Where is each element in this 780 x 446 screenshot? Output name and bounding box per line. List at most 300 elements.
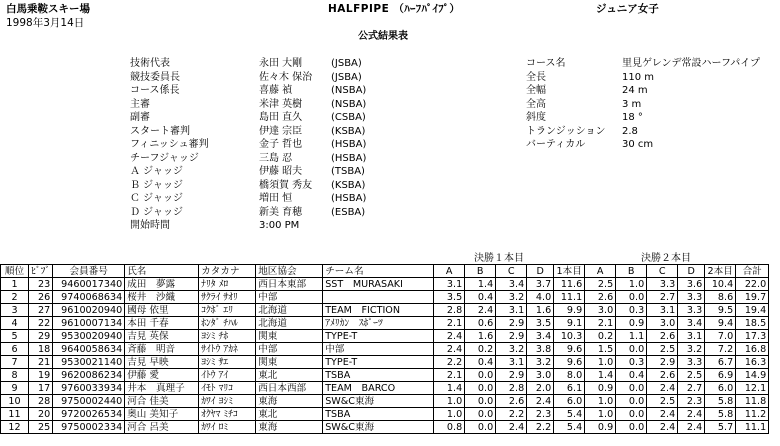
table-cell: 23 [29, 278, 53, 291]
table-cell: 5.4 [554, 421, 585, 434]
table-cell: 0.0 [465, 369, 496, 382]
course-value: 24 m [622, 85, 648, 96]
official-name: 新美 育穂 [259, 206, 303, 218]
table-cell: 19.4 [736, 304, 769, 317]
table-cell: 4 [1, 317, 29, 330]
table-cell: TSBA [323, 369, 434, 382]
official-name: 佐々木 保治 [259, 71, 313, 83]
table-cell: 0.0 [616, 408, 647, 421]
table-cell: 9.1 [554, 317, 585, 330]
table-row [1, 291, 769, 304]
table-cell: 0.0 [465, 421, 496, 434]
official-role: Ｂ ジャッジ [130, 179, 183, 191]
course-label: バーティカル [526, 139, 586, 150]
course-label: コース名 [526, 58, 566, 69]
official-name: 喜藤 禎 [259, 85, 293, 96]
column-header: 地区協会 [256, 265, 323, 278]
table-cell: 11.8 [736, 395, 769, 408]
table-cell: 11.2 [736, 408, 769, 421]
table-cell: 0.8 [434, 421, 465, 434]
table-cell: 2.6 [647, 369, 678, 382]
category-title: ジュニア女子 [596, 3, 659, 15]
table-cell: 1 [1, 278, 29, 291]
official-role: 副審 [130, 112, 150, 123]
table-cell: 3.4 [527, 330, 554, 343]
table-cell: 成田 夢露 [125, 278, 199, 291]
table-cell: 2.9 [496, 369, 527, 382]
table-cell: 河合 呂美 [125, 421, 199, 434]
table-cell: 2.6 [585, 291, 616, 304]
table-cell: 9 [1, 382, 29, 395]
table-cell: TSBA [323, 408, 434, 421]
table-cell: 2.8 [496, 382, 527, 395]
results-table [0, 264, 769, 434]
table-cell: 3.7 [527, 278, 554, 291]
table-cell: SST MURASAKI [323, 278, 434, 291]
table-cell: 1.6 [527, 304, 554, 317]
table-cell: 3.3 [678, 356, 705, 369]
course-value: 18 ° [622, 112, 643, 123]
official-name: 島田 直久 [259, 112, 303, 123]
table-cell: 9740068634 [53, 291, 125, 304]
table-cell: 1.1 [616, 330, 647, 343]
table-cell: 9.6 [554, 356, 585, 369]
table-row [1, 369, 769, 382]
course-value: 3 m [622, 98, 642, 110]
table-cell: ﾖｼﾐ ﾁﾎ [199, 330, 256, 343]
table-cell: 0.9 [585, 421, 616, 434]
table-cell: 0.0 [616, 395, 647, 408]
column-header: カタカナ [199, 265, 256, 278]
table-cell: 2.1 [585, 317, 616, 330]
table-cell: ﾖｼﾐ ｻｴ [199, 356, 256, 369]
table-cell: 3.1 [647, 304, 678, 317]
table-cell: 3.4 [496, 278, 527, 291]
official-role: 競技委員長 [130, 71, 180, 83]
table-cell: 1.6 [465, 330, 496, 343]
table-cell: 2.0 [527, 382, 554, 395]
table-cell: 2.5 [585, 278, 616, 291]
event-title: HALFPIPE （ﾊｰﾌﾊﾟｲﾌﾟ） [328, 3, 461, 15]
column-header: D [527, 265, 554, 278]
table-cell: 9620086234 [53, 369, 125, 382]
column-header: ﾋﾞﾌﾞ [29, 265, 53, 278]
table-cell: 9530020940 [53, 330, 125, 343]
official-role: スタート審判 [130, 125, 190, 137]
table-cell: 3.0 [585, 304, 616, 317]
table-cell: 0.3 [616, 356, 647, 369]
table-cell: 0.3 [616, 304, 647, 317]
table-cell: 1.0 [585, 356, 616, 369]
table-cell: 西日本東部 [256, 278, 323, 291]
table-cell: 0.0 [465, 395, 496, 408]
table-cell: 奥山 美知子 [125, 408, 199, 421]
table-cell: 3.5 [434, 291, 465, 304]
course-label: 全高 [526, 98, 546, 110]
table-cell: 2.3 [678, 395, 705, 408]
official-assoc: (JSBA) [331, 58, 362, 69]
table-cell: 5.8 [705, 408, 736, 421]
table-cell: 9760033934 [53, 382, 125, 395]
table-cell: 関東 [256, 356, 323, 369]
column-header: A [434, 265, 465, 278]
column-header: B [616, 265, 647, 278]
table-cell: 2.4 [647, 382, 678, 395]
table-cell: 斉藤 明音 [125, 343, 199, 356]
table-cell: 2.8 [434, 304, 465, 317]
table-cell: 9.5 [705, 304, 736, 317]
official-role: チーフジャッジ [130, 152, 199, 164]
table-cell: 7.0 [705, 330, 736, 343]
table-cell: 東北 [256, 369, 323, 382]
table-cell: 2.4 [496, 421, 527, 434]
table-cell: ｵｸﾔﾏ ﾐﾁｺ [199, 408, 256, 421]
venue-name: 白馬乗鞍スキー場 [6, 3, 90, 15]
table-cell: 16.8 [736, 343, 769, 356]
column-header: C [647, 265, 678, 278]
official-role: 技術代表 [130, 58, 170, 69]
table-cell: ｱﾒﾘｶﾝ ｽﾎﾟｰﾂ [323, 317, 434, 330]
official-assoc: (KSBA) [331, 179, 366, 191]
table-cell: ｲﾄｳ ｱｲ [199, 369, 256, 382]
table-cell: 5 [1, 330, 29, 343]
table-cell: 0.0 [465, 408, 496, 421]
table-cell: 2.4 [527, 395, 554, 408]
official-name: 橋須賀 秀友 [259, 179, 313, 191]
table-row [1, 408, 769, 421]
table-cell: 6.9 [705, 369, 736, 382]
table-cell: 8 [1, 369, 29, 382]
official-assoc: (HSBA) [331, 139, 367, 150]
table-cell: 中部 [323, 343, 434, 356]
table-cell: ｺｸﾎﾞ ｴﾘ [199, 304, 256, 317]
table-cell: 吉見 英保 [125, 330, 199, 343]
official-assoc: (TSBA) [331, 166, 365, 177]
table-cell: 3.4 [678, 317, 705, 330]
official-name: 米津 英樹 [259, 98, 303, 110]
table-cell: 7 [1, 356, 29, 369]
table-cell: 2.7 [678, 382, 705, 395]
results-subtitle: 公式結果表 [358, 31, 408, 42]
table-cell: 2.4 [434, 330, 465, 343]
table-cell: 2.4 [678, 408, 705, 421]
table-cell [323, 291, 434, 304]
table-cell: 2 [1, 291, 29, 304]
table-cell: 12.1 [736, 382, 769, 395]
official-assoc: (HSBA) [331, 152, 367, 164]
table-cell: TYPE-T [323, 330, 434, 343]
table-cell: 3 [1, 304, 29, 317]
table-row [1, 330, 769, 343]
course-label: トランジッション [526, 125, 606, 137]
table-cell: 0.2 [465, 343, 496, 356]
table-cell: 2.6 [496, 395, 527, 408]
table-cell: 3.2 [496, 291, 527, 304]
official-assoc: (HSBA) [331, 193, 367, 204]
course-label: 全長 [526, 71, 546, 83]
official-assoc: (NSBA) [331, 98, 367, 110]
table-cell: 0.0 [616, 382, 647, 395]
table-cell: 吉見 早映 [125, 356, 199, 369]
official-name: 増田 恒 [259, 193, 293, 204]
table-row [1, 395, 769, 408]
official-role: フィニッシュ審判 [130, 139, 209, 150]
table-cell: 0.9 [616, 317, 647, 330]
table-cell: 2.5 [647, 395, 678, 408]
table-cell: 中部 [256, 291, 323, 304]
table-cell: 9610007134 [53, 317, 125, 330]
table-cell: 東北 [256, 408, 323, 421]
column-header: D [678, 265, 705, 278]
table-cell: 2.5 [678, 369, 705, 382]
official-name: 伊達 宗臣 [259, 125, 303, 137]
table-cell: 2.4 [647, 408, 678, 421]
table-cell: 東海 [256, 395, 323, 408]
table-cell: 1.4 [585, 369, 616, 382]
table-cell: 6.0 [705, 382, 736, 395]
table-cell: 8.6 [705, 291, 736, 304]
table-cell: 9530021140 [53, 356, 125, 369]
official-name: 3:00 PM [259, 220, 300, 231]
table-cell: 11.6 [554, 278, 585, 291]
table-cell: 17.3 [736, 330, 769, 343]
course-label: 斜度 [526, 112, 546, 123]
table-cell: 北海道 [256, 317, 323, 330]
table-cell: 29 [29, 330, 53, 343]
official-role: コース係長 [130, 85, 180, 96]
table-cell: 0.0 [616, 291, 647, 304]
table-cell: 7.2 [705, 343, 736, 356]
table-cell: 2.1 [434, 369, 465, 382]
course-value: 里見ゲレンデ常設ハーフパイプ [622, 58, 760, 69]
official-name: 伊藤 昭夫 [259, 166, 303, 177]
table-cell: 20 [29, 408, 53, 421]
table-cell: 26 [29, 291, 53, 304]
table-cell: 9640058634 [53, 343, 125, 356]
table-row [1, 421, 769, 434]
column-header: 合計 [736, 265, 769, 278]
table-cell: 6 [1, 343, 29, 356]
table-cell: 1.4 [434, 382, 465, 395]
table-cell: 関東 [256, 330, 323, 343]
table-cell: ｶﾜｲ ﾛﾐ [199, 421, 256, 434]
official-name: 金子 哲也 [259, 139, 303, 150]
table-cell: ｲﾓﾄ ﾏﾘｺ [199, 382, 256, 395]
table-cell: 0.0 [616, 343, 647, 356]
table-cell: 3.6 [678, 278, 705, 291]
table-cell: 5.4 [554, 408, 585, 421]
table-cell: 3.5 [527, 317, 554, 330]
table-cell: 6.0 [554, 395, 585, 408]
table-cell: 28 [29, 395, 53, 408]
table-cell: 2.4 [678, 421, 705, 434]
table-cell: 10.4 [705, 278, 736, 291]
table-cell: 西日本西部 [256, 382, 323, 395]
table-cell: 9460017340 [53, 278, 125, 291]
table-cell: 0.4 [465, 291, 496, 304]
table-cell: 0.9 [585, 382, 616, 395]
official-assoc: (ESBA) [331, 206, 366, 218]
official-role: 主審 [130, 98, 150, 110]
table-cell: 3.0 [527, 369, 554, 382]
table-cell: 9.6 [554, 343, 585, 356]
table-cell: 3.3 [678, 291, 705, 304]
table-cell: 0.6 [465, 317, 496, 330]
table-cell: SW&C東海 [323, 395, 434, 408]
official-assoc: (KSBA) [331, 125, 366, 137]
table-cell: 2.7 [647, 291, 678, 304]
table-cell: ﾎﾝﾀﾞ ﾁﾊﾙ [199, 317, 256, 330]
table-cell: 3.1 [496, 304, 527, 317]
run2-header: 決勝２本目 [641, 253, 691, 264]
table-cell: 2.9 [496, 317, 527, 330]
table-cell: 25 [29, 421, 53, 434]
column-header: 氏名 [125, 265, 199, 278]
table-header-row [1, 265, 769, 278]
table-cell: 10.3 [554, 330, 585, 343]
table-cell: 0.0 [465, 382, 496, 395]
table-cell: 2.5 [647, 343, 678, 356]
official-name: 三島 忍 [259, 152, 293, 164]
column-header: C [496, 265, 527, 278]
table-cell: 16.3 [736, 356, 769, 369]
official-assoc: (NSBA) [331, 85, 367, 96]
table-cell: 11 [1, 408, 29, 421]
table-cell: 2.4 [465, 304, 496, 317]
table-cell: 5.7 [705, 421, 736, 434]
official-role: Ｃ ジャッジ [130, 193, 183, 204]
table-cell: 6.1 [554, 382, 585, 395]
table-cell: 6.7 [705, 356, 736, 369]
table-cell: 12 [1, 421, 29, 434]
table-cell: 3.3 [647, 278, 678, 291]
table-cell: 1.0 [434, 395, 465, 408]
table-cell: 3.0 [647, 317, 678, 330]
table-cell: TEAM BARCO [323, 382, 434, 395]
table-cell: 2.9 [647, 356, 678, 369]
official-role: 開始時間 [130, 220, 170, 231]
table-cell: 1.0 [585, 408, 616, 421]
table-cell: 5.8 [705, 395, 736, 408]
table-cell: 11.1 [554, 291, 585, 304]
table-row [1, 278, 769, 291]
table-cell: 1.0 [616, 278, 647, 291]
table-cell: 1.0 [585, 395, 616, 408]
table-cell: 9610020940 [53, 304, 125, 317]
table-cell: 17 [29, 382, 53, 395]
table-cell: 2.4 [434, 343, 465, 356]
column-header: 2本目 [705, 265, 736, 278]
course-value: 2.8 [622, 125, 638, 137]
official-role: Ｄ ジャッジ [130, 206, 183, 218]
table-cell: 2.2 [527, 421, 554, 434]
official-assoc: (CSBA) [331, 112, 366, 123]
table-cell: 河合 佳美 [125, 395, 199, 408]
table-cell: 8.0 [554, 369, 585, 382]
table-cell: 3.2 [678, 343, 705, 356]
table-cell: 0.0 [616, 421, 647, 434]
table-cell: SW&C東海 [323, 421, 434, 434]
course-label: 全幅 [526, 85, 546, 96]
run1-header: 決勝１本目 [474, 253, 524, 264]
table-cell: 2.2 [496, 408, 527, 421]
table-cell: 18.5 [736, 317, 769, 330]
table-cell: 東海 [256, 421, 323, 434]
table-cell: 9.9 [554, 304, 585, 317]
table-cell: 3.2 [496, 343, 527, 356]
table-cell: 1.0 [434, 408, 465, 421]
table-cell: 3.8 [527, 343, 554, 356]
table-cell: 22.0 [736, 278, 769, 291]
table-cell: 27 [29, 304, 53, 317]
table-row [1, 317, 769, 330]
table-cell: ｶﾜｲ ﾖｼﾐ [199, 395, 256, 408]
table-cell: 21 [29, 356, 53, 369]
table-cell: 3.1 [434, 278, 465, 291]
column-header: 会員番号 [53, 265, 125, 278]
table-cell: 9.4 [705, 317, 736, 330]
column-header: 順位 [1, 265, 29, 278]
table-cell: 2.9 [496, 330, 527, 343]
table-cell: 0.2 [585, 330, 616, 343]
table-cell: 國母 依里 [125, 304, 199, 317]
table-cell: 3.1 [496, 356, 527, 369]
table-cell: 9720026534 [53, 408, 125, 421]
table-cell: 19.7 [736, 291, 769, 304]
table-cell: ｻｲﾄｳ ｱｶﾈ [199, 343, 256, 356]
table-cell: TYPE-T [323, 356, 434, 369]
table-row [1, 304, 769, 317]
event-date: 1998年3月14日 [6, 17, 85, 29]
table-cell: 11.1 [736, 421, 769, 434]
table-cell: 2.3 [527, 408, 554, 421]
table-cell: 0.4 [616, 369, 647, 382]
table-cell: 9750002440 [53, 395, 125, 408]
table-cell: 0.4 [465, 356, 496, 369]
table-cell: 3.1 [678, 330, 705, 343]
official-name: 永田 大剛 [259, 58, 303, 69]
table-cell: 北海道 [256, 304, 323, 317]
table-row [1, 356, 769, 369]
column-header: 1本目 [554, 265, 585, 278]
column-header: チーム名 [323, 265, 434, 278]
table-cell: 3.3 [678, 304, 705, 317]
table-cell: 1.4 [465, 278, 496, 291]
table-cell: 18 [29, 343, 53, 356]
table-cell: TEAM FICTION [323, 304, 434, 317]
table-cell: 井本 真理子 [125, 382, 199, 395]
table-cell: 本田 千春 [125, 317, 199, 330]
table-cell: 3.2 [527, 356, 554, 369]
course-value: 30 cm [622, 139, 654, 150]
column-header: A [585, 265, 616, 278]
table-row [1, 382, 769, 395]
table-cell: 2.2 [434, 356, 465, 369]
table-cell: 19 [29, 369, 53, 382]
table-cell: ﾅﾘﾀ ﾒﾛ [199, 278, 256, 291]
table-cell: 4.0 [527, 291, 554, 304]
official-assoc: (JSBA) [331, 71, 362, 83]
table-cell: 1.5 [585, 343, 616, 356]
table-cell: 桜井 沙織 [125, 291, 199, 304]
official-role: Ａ ジャッジ [130, 166, 183, 177]
column-header: B [465, 265, 496, 278]
table-cell: 9750002334 [53, 421, 125, 434]
table-cell: 10 [1, 395, 29, 408]
table-cell: 14.9 [736, 369, 769, 382]
table-cell: 2.1 [434, 317, 465, 330]
table-cell: 中部 [256, 343, 323, 356]
